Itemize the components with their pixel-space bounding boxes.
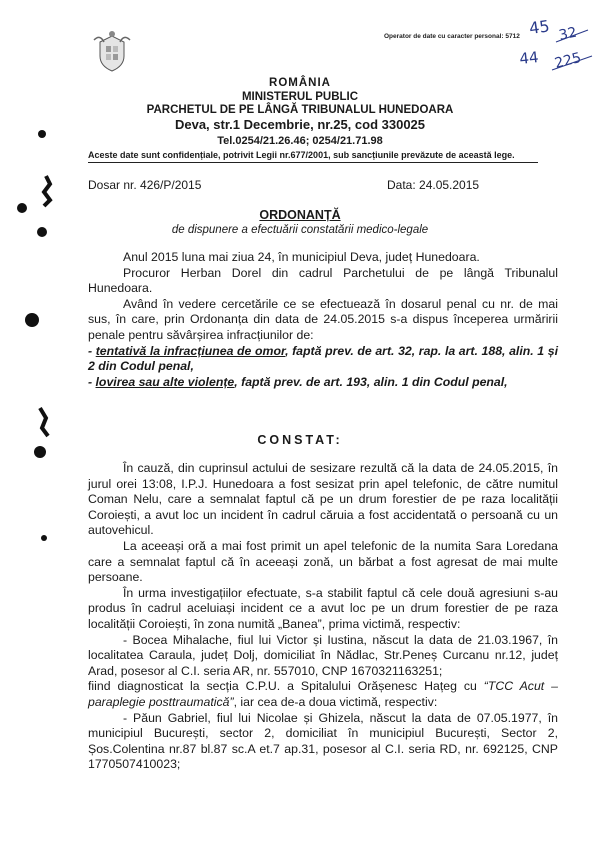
document-subtitle: de dispunere a efectuării constatării medico-legale	[171, 224, 429, 236]
diagnosis-text: “TCC Acut – paraplegie posttraumatică”	[88, 679, 558, 709]
case-number: Dosar nr. 426/P/2015	[88, 178, 202, 192]
header-ministry: MINISTERUL PUBLIC	[241, 91, 359, 103]
handwritten-annotations	[512, 12, 600, 76]
victim-2: - Păun Gabriel, fiul lui Nicolae și Ghizela, născut la data de 07.05.1977, în municipiul București, sector 2, domiciliat în municipiul București, Sector 2, Șos.Colentina nr.87 bl.87 sc.A et.7 ap.31, posesor al C.I. seria RD, nr. 692125, CNP 1770507410023;	[88, 710, 558, 772]
charge-2-text: , faptă prev. de art. 193, alin. 1 din Codul penal,	[234, 374, 508, 389]
constat-heading: CONSTAT:	[257, 433, 343, 447]
charge-2-label: lovirea sau alte violențe	[95, 374, 235, 389]
handwritten-number-1: 45	[527, 16, 551, 38]
intro-paragraph-2: Procuror Herban Dorel din cadrul Parchetului de pe lângă Tribunalul Hunedoara.	[88, 265, 558, 296]
header-phone: Tel.0254/21.26.46; 0254/21.71.98	[217, 135, 383, 147]
constat-paragraph-1: În cauză, din cuprinsul actului de sesizare rezultă că la data de 24.05.2015, în jurul orei 13:08, I.P.J. Hunedoara a fost sesizat prin apel telefonic, de către numitul Coman Nelu, care a semnalat faptul că pe un drum forestier de pe raza localității Coroiești, a avut loc un incident în cadrul căruia a fost accidentată o persoană cu un autovehicul.	[88, 461, 558, 538]
confidentiality-notice: Aceste date sunt confidențiale, potrivit Legii nr.677/2001, sub sancțiunile prevăzute de această lege.	[88, 150, 515, 160]
constat-section	[88, 461, 558, 773]
operator-note: Operator de date cu caracter personal: 5712	[384, 33, 520, 40]
charge-1-text: , faptă prev. de art. 32, rap. la art. 188, alin. 1 și 2 din Codul penal,	[88, 343, 558, 374]
charge-1-dash: -	[88, 343, 96, 358]
header-country: ROMÂNIA	[269, 77, 331, 89]
intro-section	[88, 250, 558, 390]
header-office: PARCHETUL DE PE LÂNGĂ TRIBUNALUL HUNEDOARA	[146, 104, 454, 116]
charge-2	[88, 375, 558, 391]
handwritten-number-4: 225	[553, 49, 583, 72]
charge-1	[88, 344, 558, 375]
diagnosis-paragraph	[88, 679, 558, 710]
constat-paragraph-3: În urma investigațiilor efectuate, s-a stabilit faptul că cele două agresiuni s-au produs în cadrul aceluiași incident ce a avut loc pe un drum forestier de pe raza localității Coroiești, în zona numită „Banea”, prima victimă, respectiv:	[88, 585, 558, 631]
victim-1: - Bocea Mihalache, fiul lui Victor și Iustina, născut la data de 21.03.1967, în localitatea Caraula, județ Dolj, domiciliat în Nădlac, Str.Peneș Curcanu nr.12, județ Arad, posesor al C.I. seria AR, nr. 557010, CNP 1670321163251;	[88, 632, 558, 678]
intro-paragraph-3: Având în vedere cercetările ce se efectuează în dosarul penal cu nr. de mai sus, în care, prin Ordonanța din data de 24.05.2015 s-a dispus începerea urmăririi penale pentru săvârșirea infracțiunilor de:	[88, 296, 558, 342]
constat-paragraph-2: La aceeași oră a mai fost primit un apel telefonic de la numita Sara Loredana care a semnalat faptul că în aceeași zonă, un bărbat a fost agresat de mai multe persoane.	[88, 538, 558, 585]
handwritten-number-3: 44	[518, 48, 540, 68]
document-title: ORDONANȚĂ	[259, 208, 341, 222]
charge-2-dash: -	[88, 374, 96, 389]
handwritten-number-2: 32	[557, 24, 579, 44]
intro-paragraph-1: Anul 2015 luna mai ziua 24, în municipiul Deva, județ Hunedoara.	[123, 250, 480, 264]
romania-coat-of-arms-icon	[92, 28, 132, 72]
diagnosis-post: , iar cea de-a doua victimă, respectiv:	[233, 694, 438, 709]
case-date: Data: 24.05.2015	[387, 178, 480, 192]
diagnosis-pre: fiind diagnosticat la secția C.P.U. a Spitalului Orășenesc Hațeg cu	[88, 679, 484, 694]
header-address: Deva, str.1 Decembrie, nr.25, cod 330025	[174, 117, 426, 132]
charge-1-label: tentativă la infracțiunea de omor	[95, 343, 286, 358]
header-divider	[88, 162, 538, 163]
